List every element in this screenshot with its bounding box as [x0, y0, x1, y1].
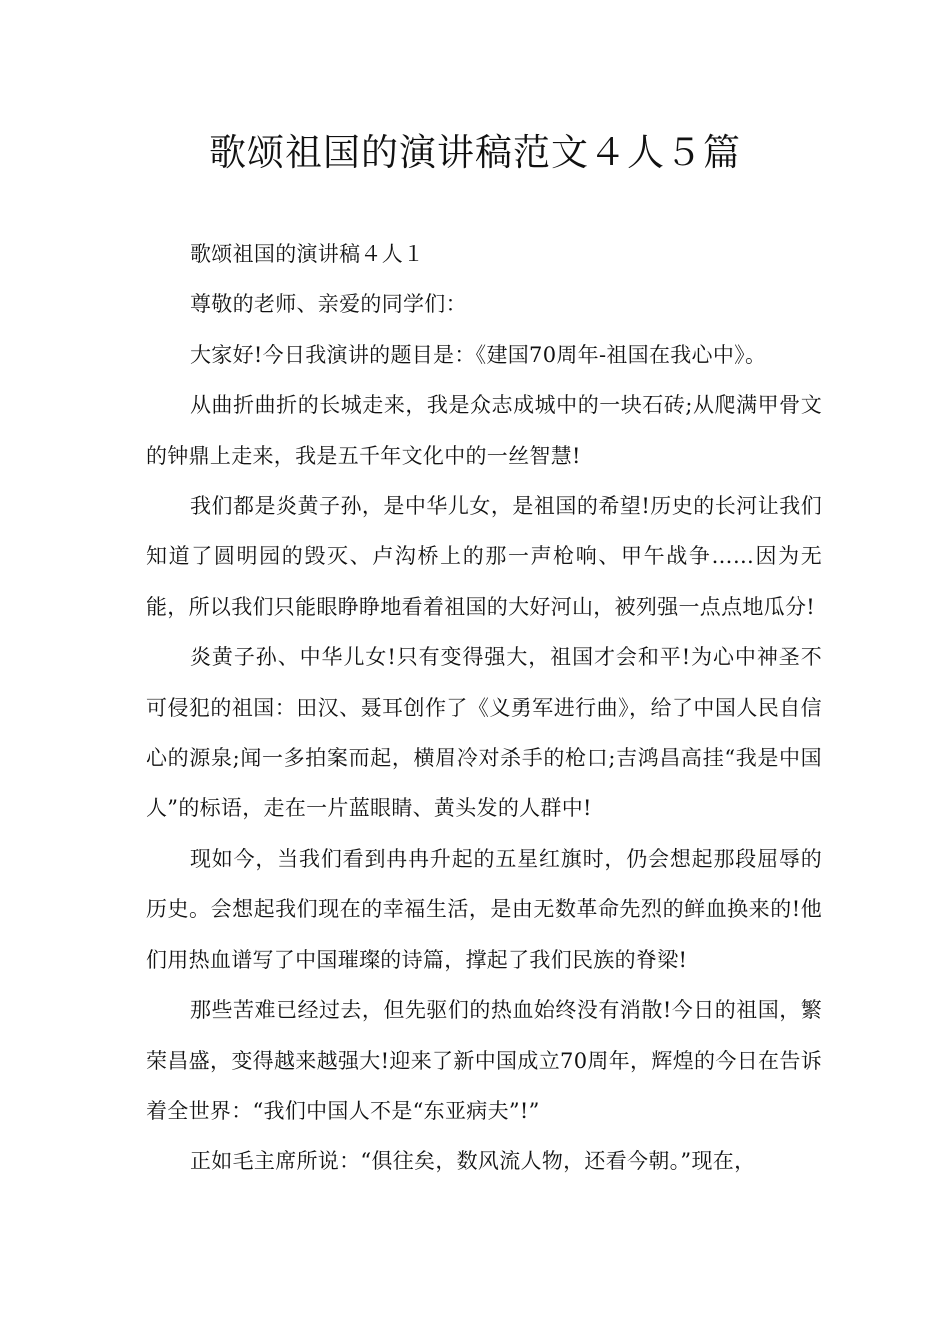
document-title: 歌颂祖国的演讲稿范文４人５篇	[209, 131, 741, 174]
paragraph-4: 我们都是炎黄子孙，是中华儿女，是祖国的希望!历史的长河让我们知道了圆明园的毁灭、卢沟桥上的那一声枪响、甲午战争……因为无能，所以我们只能眼睁睁地看着祖国的大好河山，被列强一点点地瓜分!	[146, 494, 822, 619]
paragraph-7: 那些苦难已经过去，但先驱们的热血始终没有消散!今日的祖国，繁荣昌盛，变得越来越强大!迎来了新中国成立70周年，辉煌的今日在告诉着全世界：“我们中国人不是“东亚病夫”!”	[146, 998, 822, 1123]
paragraph-5: 炎黄子孙、中华儿女!只有变得强大，祖国才会和平!为心中神圣不可侵犯的祖国：田汉、聂耳创作了《义勇军进行曲》，给了中国人民自信心的源泉;闻一多拍案而起，横眉冷对杀手的枪口;吉鸿昌高挂“我是中国人”的标语，走在一片蓝眼睛、黄头发的人群中!	[146, 645, 822, 821]
paragraph-6: 现如今，当我们看到冉冉升起的五星红旗时，仍会想起那段屈辱的历史。会想起我们现在的幸福生活，是由无数革命先烈的鲜血换来的!他们用热血谱写了中国璀璨的诗篇，撑起了我们民族的脊梁!	[146, 846, 822, 972]
document-body	[146, 229, 822, 1187]
paragraph-3: 从曲折曲折的长城走来，我是众志成城中的一块石砖;从爬满甲骨文的钟鼎上走来，我是五千年文化中的一丝智慧!	[146, 393, 822, 468]
paragraph-greeting: 大家好!今日我演讲的题目是：《建国70周年-祖国在我心中》。	[190, 342, 767, 367]
paragraph-8: 正如毛主席所说：“俱往矣，数风流人物，还看今朝。”现在，	[190, 1149, 756, 1174]
paragraph-subtitle: 歌颂祖国的演讲稿４人１	[190, 242, 425, 266]
paragraph-salutation: 尊敬的老师、亲爱的同学们：	[190, 292, 467, 317]
